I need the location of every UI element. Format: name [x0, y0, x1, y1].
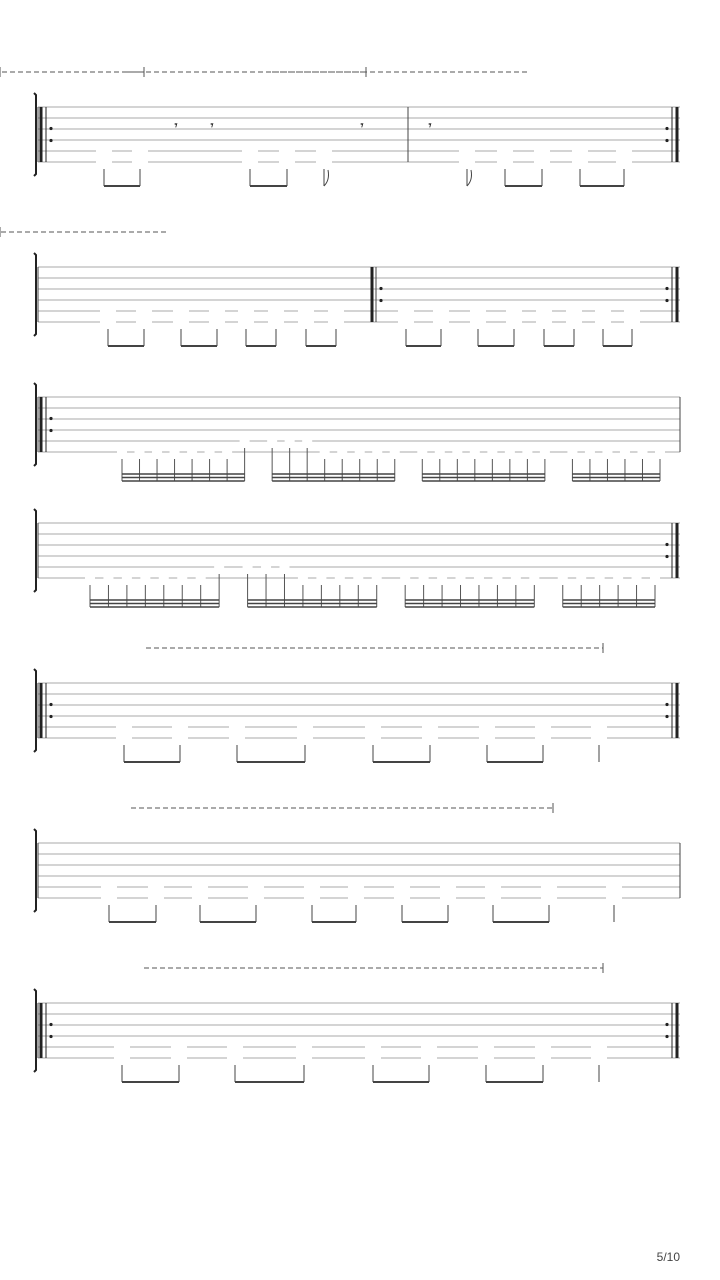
note-bg — [229, 732, 245, 743]
note-bg — [497, 145, 513, 156]
note-bg — [159, 572, 169, 583]
note-bg — [567, 446, 577, 457]
repeat-dot — [379, 287, 382, 290]
note-bg — [148, 892, 164, 903]
note-bg — [650, 572, 660, 583]
note-bg — [606, 892, 622, 903]
note-bg — [655, 446, 665, 457]
note-bg — [100, 316, 116, 327]
repeat-dot — [665, 1023, 668, 1026]
note-bg — [140, 572, 150, 583]
note-bg — [328, 316, 344, 327]
note-bg — [535, 732, 551, 743]
note-bg — [171, 1052, 187, 1063]
note-bg — [248, 881, 264, 892]
note-bg — [398, 305, 414, 316]
note-bg — [316, 145, 332, 156]
note-bg — [417, 446, 427, 457]
note-bg — [171, 1041, 187, 1052]
eighth-rest: 𝄾 — [174, 119, 178, 132]
note-bg — [365, 732, 381, 743]
note-bg — [248, 892, 264, 903]
note-bg — [534, 156, 550, 167]
note-bg — [485, 881, 501, 892]
note-bg — [422, 732, 438, 743]
note-bg — [229, 721, 245, 732]
note-bg — [296, 1041, 312, 1052]
note-bg — [421, 1052, 437, 1063]
note-bg — [616, 156, 632, 167]
system-bracket — [34, 669, 36, 752]
note-bg — [606, 881, 622, 892]
note-bg — [595, 316, 611, 327]
note-bg — [536, 316, 552, 327]
repeat-dot — [665, 299, 668, 302]
note-bg — [470, 316, 486, 327]
note-bg — [479, 732, 495, 743]
note-bg — [459, 156, 475, 167]
repeat-dot — [49, 139, 52, 142]
note-bg — [173, 316, 189, 327]
note-bg — [297, 732, 313, 743]
note-bg — [136, 305, 152, 316]
note-bg — [192, 892, 208, 903]
note-bg — [214, 561, 224, 572]
note-bg — [209, 305, 225, 316]
note-bg — [540, 446, 550, 457]
note-bg — [205, 446, 215, 457]
note-bg — [506, 316, 522, 327]
note-bg — [440, 881, 456, 892]
note-bg — [355, 446, 365, 457]
note-bg — [302, 435, 312, 446]
note-bg — [196, 572, 206, 583]
note-bg — [353, 572, 363, 583]
note-bg — [152, 446, 162, 457]
note-bg — [242, 145, 258, 156]
repeat-dot — [49, 417, 52, 420]
note-bg — [566, 305, 582, 316]
note-bg — [433, 316, 449, 327]
repeat-dot — [49, 127, 52, 130]
note-bg — [114, 1052, 130, 1063]
note-bg — [591, 732, 607, 743]
note-bg — [497, 156, 513, 167]
note-bg — [100, 305, 116, 316]
note-bg — [558, 572, 568, 583]
page-number: 5/10 — [656, 1250, 680, 1264]
note-bg — [238, 316, 254, 327]
note-bg — [437, 572, 447, 583]
note-bg — [192, 881, 208, 892]
note-bg — [135, 446, 145, 457]
note-bg — [637, 446, 647, 457]
note-bg — [506, 305, 522, 316]
note-bg — [243, 561, 253, 572]
note-bg — [114, 1041, 130, 1052]
note-bg — [298, 572, 308, 583]
note-bg — [222, 446, 232, 457]
note-bg — [298, 316, 314, 327]
note-bg — [511, 572, 521, 583]
note-bg — [103, 572, 113, 583]
repeat-dot — [665, 555, 668, 558]
note-bg — [96, 156, 112, 167]
note-bg — [536, 305, 552, 316]
note-bg — [421, 1041, 437, 1052]
note-bg — [535, 721, 551, 732]
note-bg — [285, 435, 295, 446]
note-bg — [624, 305, 640, 316]
note-bg — [505, 446, 515, 457]
note-bg — [522, 446, 532, 457]
note-bg — [298, 305, 314, 316]
system-bracket — [34, 383, 36, 466]
note-bg — [279, 156, 295, 167]
note-flag — [324, 170, 329, 186]
note-bg — [394, 892, 410, 903]
note-bg — [452, 446, 462, 457]
note-bg — [279, 561, 289, 572]
note-bg — [620, 446, 630, 457]
note-bg — [400, 572, 410, 583]
note-bg — [624, 316, 640, 327]
note-bg — [304, 892, 320, 903]
note-bg — [390, 446, 400, 457]
note-bg — [238, 305, 254, 316]
note-bg — [479, 721, 495, 732]
note-bg — [470, 305, 486, 316]
note-bg — [478, 1041, 494, 1052]
note-bg — [170, 446, 180, 457]
note-bg — [335, 572, 345, 583]
note-bg — [337, 446, 347, 457]
repeat-dot — [665, 715, 668, 718]
note-bg — [632, 572, 642, 583]
note-bg — [297, 721, 313, 732]
note-bg — [148, 881, 164, 892]
note-bg — [348, 881, 364, 892]
note-bg — [487, 446, 497, 457]
note-bg — [116, 732, 132, 743]
note-bg — [328, 305, 344, 316]
eighth-rest: 𝄾 — [360, 119, 364, 132]
note-bg — [372, 446, 382, 457]
note-bg — [209, 316, 225, 327]
note-bg — [419, 572, 429, 583]
repeat-dot — [665, 127, 668, 130]
note-bg — [122, 572, 132, 583]
note-bg — [394, 881, 410, 892]
note-bg — [116, 721, 132, 732]
note-bg — [187, 446, 197, 457]
repeat-dot — [665, 543, 668, 546]
repeat-dot — [379, 299, 382, 302]
note-bg — [96, 145, 112, 156]
note-bg — [117, 446, 127, 457]
note-bg — [591, 721, 607, 732]
note-bg — [422, 721, 438, 732]
repeat-dot — [665, 703, 668, 706]
note-bg — [440, 892, 456, 903]
note-bg — [602, 446, 612, 457]
note-bg — [572, 156, 588, 167]
repeat-dot — [665, 287, 668, 290]
system-bracket — [34, 253, 36, 336]
note-bg — [177, 572, 187, 583]
note-bg — [535, 1041, 551, 1052]
note-bg — [566, 316, 582, 327]
note-bg — [136, 316, 152, 327]
note-bg — [316, 156, 332, 167]
note-bg — [616, 145, 632, 156]
note-bg — [320, 446, 330, 457]
note-bg — [101, 892, 117, 903]
note-bg — [268, 316, 284, 327]
note-bg — [242, 156, 258, 167]
repeat-dot — [49, 429, 52, 432]
note-bg — [456, 572, 466, 583]
note-bg — [459, 145, 475, 156]
system-bracket — [34, 93, 36, 176]
system-bracket — [34, 509, 36, 592]
repeat-dot — [49, 1023, 52, 1026]
note-bg — [172, 732, 188, 743]
system-bracket — [34, 989, 36, 1072]
note-bg — [576, 572, 586, 583]
note-bg — [268, 305, 284, 316]
note-bg — [261, 561, 271, 572]
note-bg — [595, 572, 605, 583]
note-bg — [365, 1052, 381, 1063]
repeat-dot — [665, 1035, 668, 1038]
note-bg — [595, 305, 611, 316]
note-bg — [572, 145, 588, 156]
note-bg — [534, 145, 550, 156]
note-bg — [172, 721, 188, 732]
note-bg — [470, 446, 480, 457]
note-bg — [279, 145, 295, 156]
note-bg — [132, 145, 148, 156]
note-bg — [535, 1052, 551, 1063]
note-bg — [296, 1052, 312, 1063]
note-bg — [613, 572, 623, 583]
note-bg — [398, 316, 414, 327]
note-bg — [132, 156, 148, 167]
note-bg — [435, 446, 445, 457]
note-bg — [529, 572, 539, 583]
note-bg — [591, 1041, 607, 1052]
repeat-dot — [665, 139, 668, 142]
note-bg — [304, 881, 320, 892]
note-bg — [433, 305, 449, 316]
eighth-rest: 𝄾 — [210, 119, 214, 132]
note-bg — [478, 1052, 494, 1063]
note-bg — [474, 572, 484, 583]
note-bg — [173, 305, 189, 316]
eighth-rest: 𝄾 — [428, 119, 432, 132]
note-bg — [585, 446, 595, 457]
note-bg — [85, 572, 95, 583]
note-bg — [365, 1041, 381, 1052]
repeat-dot — [49, 703, 52, 706]
repeat-dot — [49, 715, 52, 718]
note-bg — [240, 435, 250, 446]
note-bg — [591, 1052, 607, 1063]
repeat-dot — [49, 1035, 52, 1038]
note-bg — [348, 892, 364, 903]
note-bg — [267, 435, 277, 446]
note-bg — [541, 892, 557, 903]
note-bg — [316, 572, 326, 583]
note-bg — [372, 572, 382, 583]
note-bg — [101, 881, 117, 892]
system-bracket — [34, 829, 36, 912]
note-bg — [227, 1052, 243, 1063]
note-bg — [227, 1041, 243, 1052]
note-bg — [492, 572, 502, 583]
note-bg — [541, 881, 557, 892]
note-bg — [365, 721, 381, 732]
note-bg — [485, 892, 501, 903]
note-flag — [467, 170, 472, 186]
